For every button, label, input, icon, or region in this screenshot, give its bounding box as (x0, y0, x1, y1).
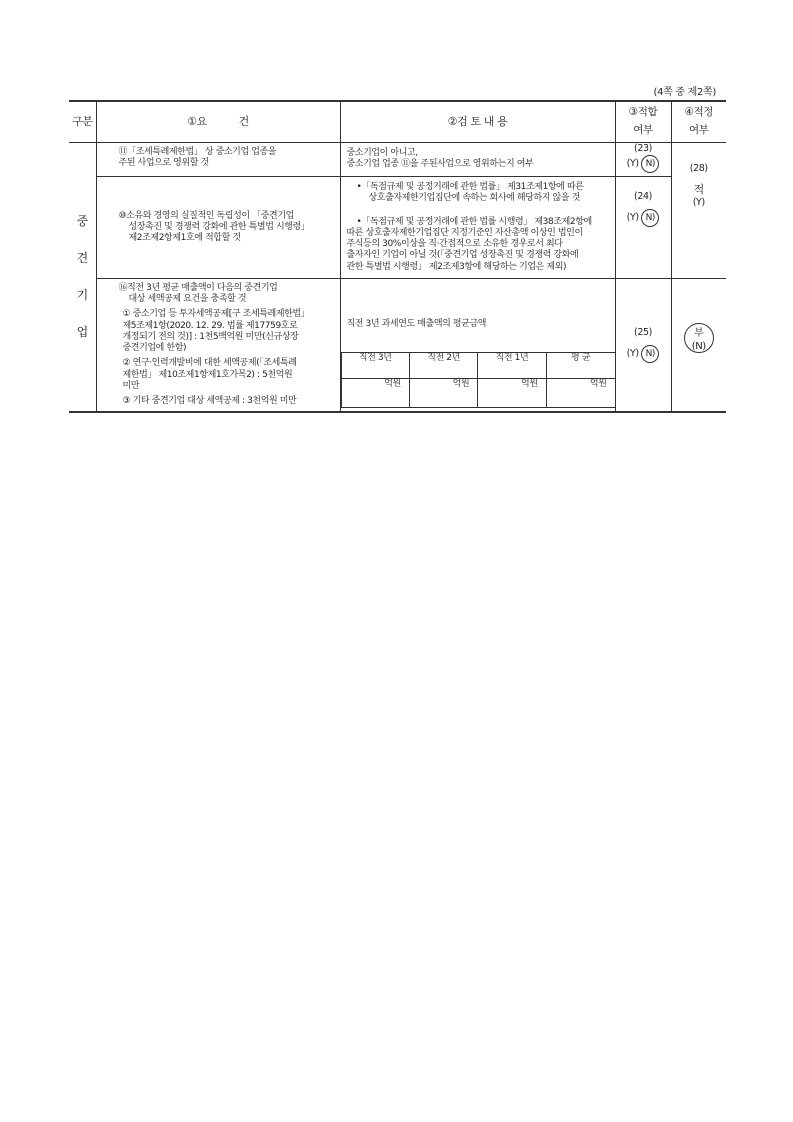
header-requirement: ①요 건 (96, 101, 340, 143)
conformity-cell-3 (615, 278, 671, 412)
proper-no-label: 부 (694, 327, 704, 339)
proper-no-code: (N) (691, 340, 706, 352)
requirement-text: ⑯직전 3년 평균 매출액이 다음의 중견기업 (118, 282, 278, 293)
header-category: 구분 (69, 101, 96, 143)
review-text: 상호출자제한기업집단에 속하는 회사에 해당하지 않을 것 (368, 193, 580, 204)
category-char: 견 (76, 251, 88, 266)
category-char: 기 (76, 288, 88, 303)
conformity-cell-2 (615, 177, 671, 279)
category-char: 중 (76, 214, 88, 229)
category-char: 업 (76, 325, 88, 340)
review-text: •「독점규제 및 공정거래에 관한 법률 시행령」 제38조제2항에 (356, 216, 592, 227)
header-conformity-line2: 여부 (633, 124, 653, 136)
sales-average-title: 직전 3년 과세연도 매출액의 평균금액 (346, 318, 487, 329)
requirement-cell-1 (96, 143, 340, 177)
header-conformity-line1: ③적합 (628, 106, 658, 119)
requirement-text: 대상 세액공제 요건을 충족할 것 (128, 294, 247, 304)
header-conformity (615, 101, 671, 143)
requirement-text: 제2조제2항제1호에 적합할 것 (128, 233, 241, 243)
proper-yes-code[interactable]: (Y) (692, 196, 705, 208)
no-option-circled[interactable]: N) (641, 155, 659, 173)
requirement-text: ⑪「조세특례제한법」 상 중소기업 업종을 (118, 147, 277, 157)
header-propriety-line2: 여부 (689, 124, 709, 136)
review-text: 따른 상호출자제한기업집단 지정기준인 자산총액 이상인 법인이 (346, 227, 583, 238)
requirement-cell-2 (96, 177, 340, 279)
sales-header-year2: 직전 2년 (409, 352, 477, 378)
review-cell-1 (340, 143, 615, 177)
no-option-circled[interactable]: N) (641, 345, 659, 363)
review-text: •「독점규제 및 공정거래에 관한 법률」 제31조제1항에 따른 (356, 182, 584, 192)
yes-option[interactable]: (Y) (626, 347, 639, 359)
sales-unit: 억원 (478, 378, 546, 407)
category-cell (69, 143, 96, 413)
conformity-cell-1 (615, 143, 671, 177)
item-number: (24) (634, 191, 652, 202)
item-number: (23) (634, 143, 652, 154)
review-text: 중소기업 업종 ⑪을 주된사업으로 영위하는지 여부 (346, 159, 534, 170)
requirement-item-text: 중견기업에 한함) (122, 343, 187, 353)
proper-yes-label: 적 (693, 182, 704, 196)
review-text: 출자자인 기업이 아닐 것(「중견기업 성장촉진 및 경쟁력 강화에 (346, 250, 579, 261)
requirement-text: 성장촉진 및 경쟁력 강화에 관한 특별법 시행령」 (128, 221, 310, 232)
proper-no-circled[interactable] (684, 323, 714, 353)
requirement-item-text: 제한법」 제10조제1항제1호가목2) : 5천억원 (122, 369, 293, 380)
requirement-text: ⑩소유와 경영의 실질적인 독립성이 「중견기업 (118, 210, 294, 221)
propriety-cell-top (671, 143, 726, 279)
requirement-item-text: ① 중소기업 등 투자세액공제[구 조세특례제한법」 (122, 309, 310, 320)
header-propriety-line1: ④적정 (684, 106, 713, 119)
item-number: (28) (689, 163, 708, 174)
requirement-text: 주된 사업으로 영위할 것 (118, 158, 209, 169)
review-cell-2 (340, 177, 615, 279)
sales-header-average: 평 균 (546, 352, 614, 378)
requirement-item-text: 제5조제1항(2020. 12. 29. 법률 제17759호로 (122, 320, 298, 331)
sales-unit: 억원 (546, 378, 614, 407)
review-text: 관한 특별법 시행령」 제2조제3항에 해당하는 기업은 제외) (346, 261, 567, 272)
requirement-item-text: 미만 (122, 380, 140, 391)
header-propriety (671, 101, 726, 143)
requirement-cell-3 (96, 278, 340, 412)
review-cell-3 (340, 278, 615, 412)
requirement-item-text: ② 연구·인력개발비에 대한 세액공제(「조세특례 (122, 358, 297, 369)
page-number: (4쪽 중 제2쪽) (653, 87, 716, 98)
review-text: 주식등의 30%이상을 직·간접적으로 소유한 경우로서 최다 (346, 239, 563, 249)
review-text: 중소기업이 아니고, (346, 148, 418, 158)
yes-option[interactable]: (Y) (626, 211, 639, 223)
no-option-circled[interactable]: N) (641, 209, 659, 227)
requirement-item-text: 개정되기 전의 것)] : 1천5백억원 미만(신규상장 (122, 331, 299, 342)
review-form-table (69, 100, 726, 413)
yes-option[interactable]: (Y) (626, 157, 639, 169)
requirement-item-text: ③ 기타 중견기업 대상 세액공제 : 3천억원 미만 (122, 396, 297, 406)
sales-unit: 억원 (341, 378, 409, 407)
sales-header-year1: 직전 1년 (478, 352, 546, 378)
sales-table (341, 352, 615, 408)
propriety-cell-bottom (671, 278, 726, 412)
sales-header-year3: 직전 3년 (341, 352, 409, 378)
sales-unit: 억원 (409, 378, 477, 407)
header-review: ②검 토 내 용 (340, 101, 615, 143)
item-number: (25) (634, 327, 652, 339)
